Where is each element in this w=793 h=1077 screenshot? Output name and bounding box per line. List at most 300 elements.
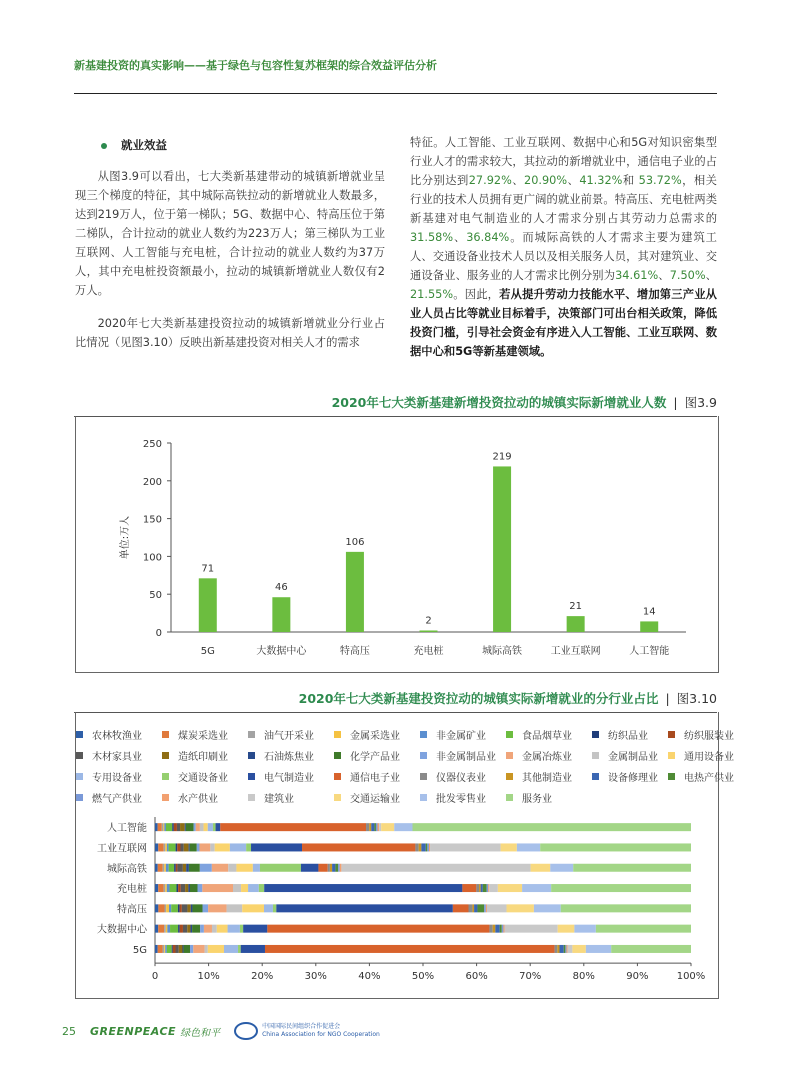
stacked-segment (430, 843, 501, 851)
stacked-segment (517, 843, 540, 851)
greenpeace-cn-logo: 绿色和平 (180, 1027, 221, 1039)
legend-label: 其他制造业 (522, 773, 572, 784)
y-tick-label: 0 (155, 628, 162, 639)
legend-swatch (162, 773, 169, 780)
legend-label: 交通运输业 (350, 794, 400, 805)
legend-item (76, 790, 142, 805)
header-title: 新基建投资的真实影响——基于绿色与包容性复苏框架的综合效益评估分析 (74, 59, 437, 72)
bar-value-label: 46 (274, 582, 288, 594)
stacked-segment (200, 925, 204, 933)
legend-swatch (162, 794, 169, 801)
bar-value-label: 14 (642, 606, 656, 618)
legend-swatch (162, 731, 169, 738)
stacked-segment (155, 925, 158, 933)
legend-item (248, 769, 314, 784)
stacked-segment (493, 925, 496, 933)
stacked-segment (564, 945, 566, 953)
stacked-segment (561, 904, 691, 912)
stacked-segment (215, 843, 230, 851)
stacked-segment (180, 904, 182, 912)
legend-swatch (420, 773, 427, 780)
stacked-segment (186, 864, 189, 872)
pct-value: 20.90% (524, 174, 568, 187)
stacked-segment (166, 823, 172, 831)
stacked-segment (208, 945, 224, 953)
legend-item (420, 727, 486, 742)
legend-label: 煤炭采选业 (178, 731, 228, 742)
stacked-segment (238, 945, 241, 953)
stacked-segment (421, 843, 425, 851)
pct-value: 41.32% (579, 174, 623, 187)
stacked-segment (330, 864, 332, 872)
bar (420, 630, 438, 632)
legend-label: 交通设备业 (178, 773, 228, 784)
stacked-segment (162, 823, 164, 831)
stacked-segment (170, 925, 178, 933)
legend-swatch (248, 794, 255, 801)
stacked-segment (181, 884, 185, 892)
legend-label: 仪器仪表业 (436, 773, 486, 784)
pct-value: 53.72% (638, 174, 682, 187)
stacked-segment (340, 864, 342, 872)
pct-value: 31.58% (410, 231, 454, 244)
stacked-segment (228, 925, 240, 933)
legend-item (668, 769, 734, 784)
stacked-segment (184, 843, 189, 851)
legend-item (506, 748, 572, 763)
stacked-segment (264, 904, 273, 912)
separator: 、 (705, 269, 717, 282)
x-tick-label: 50% (411, 971, 435, 982)
stacked-segment (596, 925, 691, 933)
separator: 和 (622, 174, 639, 187)
stacked-segment (165, 904, 167, 912)
stacked-segment (176, 864, 178, 872)
stacked-segment (378, 823, 380, 831)
x-category-label: 5G (200, 646, 215, 657)
legend-label: 非金属矿业 (436, 731, 486, 742)
legend-item (592, 727, 648, 742)
legend-label: 纺织品业 (608, 731, 648, 742)
stacked-segment (453, 904, 469, 912)
bar-value-label: 219 (492, 451, 512, 463)
stacked-segment (240, 925, 243, 933)
stacked-segment (166, 864, 169, 872)
pct-value: 7.50% (669, 269, 706, 282)
right-column (410, 133, 717, 361)
legend-swatch (668, 752, 675, 759)
stacked-segment (267, 925, 489, 933)
legend-swatch (248, 731, 255, 738)
stacked-segment (328, 864, 330, 872)
stacked-segment (484, 904, 486, 912)
legend-item (162, 748, 228, 763)
stacked-segment (193, 945, 204, 953)
stacked-segment (507, 904, 534, 912)
fig1-bar-chart (76, 416, 716, 671)
legend-swatch (592, 773, 599, 780)
stacked-segment (555, 945, 558, 953)
stacked-segment (166, 925, 168, 933)
stacked-segment (534, 904, 561, 912)
y-tick-label: 250 (142, 439, 162, 450)
legend-item (592, 769, 658, 784)
legend-item (76, 769, 142, 784)
x-tick-label: 80% (572, 971, 595, 982)
stacked-segment (184, 945, 190, 953)
stacked-segment (177, 823, 180, 831)
x-tick-label: 40% (358, 971, 381, 982)
stacked-segment (178, 884, 181, 892)
stacked-segment (192, 904, 202, 912)
stacked-segment (155, 843, 158, 851)
stacked-segment (189, 843, 190, 851)
stacked-segment (170, 884, 177, 892)
legend-label: 纺织服装业 (684, 731, 734, 742)
y-tick-label: 50 (149, 590, 162, 602)
legend-label: 木材家具业 (92, 752, 142, 763)
legend-label: 造纸印刷业 (178, 752, 228, 763)
stacked-segment (158, 884, 163, 892)
bar (640, 621, 658, 632)
stacked-segment (241, 884, 248, 892)
stacked-segment (374, 823, 376, 831)
x-category-label: 大数据中心 (256, 646, 307, 657)
stacked-segment (171, 904, 178, 912)
stacked-segment (369, 823, 371, 831)
x-category-label: 人工智能 (629, 646, 670, 657)
stacked-segment (338, 864, 340, 872)
stacked-segment (196, 823, 200, 831)
stacked-segment (200, 823, 204, 831)
legend-label: 通信电子业 (350, 773, 400, 784)
legend-label: 金属采选业 (350, 731, 400, 742)
legend-swatch (506, 773, 513, 780)
legend-item (76, 727, 142, 742)
right-text-d: 。因此， (453, 288, 500, 301)
cango-logo-icon (234, 1022, 258, 1040)
stacked-segment (212, 925, 217, 933)
bar-value-label: 2 (425, 615, 432, 627)
x-category-label: 特高压 (339, 646, 370, 657)
x-category-label: 工业互联网 (550, 646, 601, 657)
stacked-segment (176, 843, 178, 851)
section-bullet-label: 就业效益 (121, 138, 167, 152)
stacked-segment (504, 925, 557, 933)
legend-item (592, 748, 658, 763)
stacked-segment (166, 904, 169, 912)
fig1-title (332, 393, 717, 411)
stacked-segment (164, 843, 166, 851)
stacked-segment (158, 864, 163, 872)
stacked-segment (158, 904, 164, 912)
stacked-segment (191, 904, 193, 912)
legend-item (162, 727, 228, 742)
policy-recommendation: 若从提升劳动力技能水平、增加第三产业从业人员占比等就业目标着手，决策部门可出台相关政策，降低投资门槛，引导社会资金有序进入人工智能、工业互联网、数据中心和5G等新基建领域。 (410, 288, 717, 358)
legend-item (334, 727, 400, 742)
stacked-segment (241, 945, 265, 953)
stacked-segment (165, 843, 167, 851)
y-tick-label: 200 (142, 476, 162, 488)
bar-value-label: 71 (201, 563, 215, 575)
stacked-segment (220, 823, 366, 831)
bar-value-label: 106 (345, 536, 365, 548)
stacked-segment (202, 884, 233, 892)
category-label: 5G (132, 944, 147, 956)
stacked-segment (169, 904, 171, 912)
stacked-segment (243, 925, 267, 933)
legend-label: 电气制造业 (264, 773, 314, 784)
stacked-segment (264, 884, 462, 892)
stacked-segment (155, 823, 158, 831)
legend-item (248, 748, 314, 763)
bar-value-label: 21 (569, 601, 583, 613)
bullet-dot-icon (101, 143, 107, 149)
stacked-segment (158, 945, 163, 953)
stacked-segment (164, 864, 166, 872)
stacked-segment (522, 884, 551, 892)
stacked-segment (573, 864, 691, 872)
stacked-segment (419, 843, 422, 851)
legend-swatch (334, 773, 341, 780)
stacked-segment (366, 823, 369, 831)
legend-swatch (76, 731, 83, 738)
stacked-segment (172, 823, 174, 831)
stacked-segment (155, 945, 158, 953)
separator: 、 (567, 174, 580, 187)
legend-label: 专用设备业 (92, 773, 142, 784)
category-label: 工业互联网 (97, 843, 147, 855)
stacked-segment (167, 884, 170, 892)
stacked-segment (427, 843, 429, 851)
stacked-segment (189, 864, 200, 872)
legend-label: 油气开采业 (264, 731, 314, 742)
legend-label: 设备修理业 (608, 773, 658, 784)
legend-label: 非金属制品业 (436, 752, 496, 763)
x-tick-label: 10% (197, 971, 220, 982)
stacked-segment (213, 823, 216, 831)
pct-value: 34.61% (615, 269, 659, 282)
pct-value: 21.55% (410, 288, 454, 301)
cango-en: China Association for NGO Cooperation (262, 1031, 380, 1038)
legend-swatch (334, 794, 341, 801)
stacked-segment (163, 864, 165, 872)
stacked-segment (203, 904, 209, 912)
right-text-b: ，相关行业的技术人员拥有更广阔的就业前景。特高压、充电桩两类新基建对电气制造业的人才需求分别占其劳动力总需求的 (410, 174, 717, 225)
legend-swatch (248, 773, 255, 780)
stacked-segment (164, 945, 165, 953)
stacked-segment (318, 864, 327, 872)
legend-item (76, 748, 142, 763)
y-axis-label: 单位:万人 (120, 515, 131, 560)
legend-item (420, 748, 496, 763)
stacked-segment (558, 925, 575, 933)
category-label: 人工智能 (107, 823, 147, 835)
stacked-segment (413, 823, 691, 831)
fig1-title-separator: | (673, 395, 678, 410)
stacked-segment (498, 884, 522, 892)
stacked-segment (169, 843, 176, 851)
stacked-segment (177, 843, 180, 851)
legend-label: 食品烟草业 (522, 731, 572, 742)
stacked-segment (188, 884, 190, 892)
stacked-segment (205, 945, 208, 953)
stacked-segment (488, 884, 489, 892)
stacked-segment (276, 904, 453, 912)
stacked-segment (379, 823, 381, 831)
stacked-segment (165, 945, 167, 953)
stacked-segment (332, 864, 335, 872)
stacked-segment (251, 843, 302, 851)
x-tick-label: 70% (519, 971, 542, 982)
stacked-segment (204, 925, 212, 933)
stacked-segment (178, 904, 180, 912)
stacked-segment (574, 925, 596, 933)
legend-item (248, 727, 314, 742)
separator: 、 (511, 174, 525, 187)
legend-label: 通用设备业 (684, 752, 734, 763)
stacked-segment (183, 925, 187, 933)
stacked-segment (540, 843, 691, 851)
stacked-segment (503, 925, 504, 933)
header-rule (74, 93, 717, 94)
stacked-segment (164, 925, 166, 933)
stacked-segment (173, 945, 176, 953)
stacked-segment (487, 904, 507, 912)
legend-label: 化学产品业 (350, 752, 400, 763)
legend-label: 石油炼焦业 (264, 752, 314, 763)
legend-swatch (592, 752, 599, 759)
stacked-segment (199, 843, 210, 851)
legend-swatch (506, 752, 513, 759)
stacked-segment (341, 864, 530, 872)
greenpeace-logo: GREENPEACE (90, 1024, 177, 1038)
legend-swatch (76, 773, 83, 780)
stacked-segment (236, 864, 252, 872)
bar (567, 616, 585, 632)
stacked-segment (479, 884, 481, 892)
legend-swatch (420, 752, 427, 759)
legend-item (248, 790, 294, 805)
fig1-title-text: 2020年七大类新基建新增投资拉动的城镇实际新增就业人数 (331, 395, 667, 410)
stacked-segment (242, 904, 264, 912)
left-column (75, 136, 385, 352)
stacked-segment (426, 843, 428, 851)
stacked-segment (233, 884, 241, 892)
x-tick-label: 90% (626, 971, 649, 982)
stacked-segment (167, 945, 172, 953)
legend-label: 金属冶炼业 (522, 752, 572, 763)
fig1-number: 图3.9 (684, 395, 717, 410)
legend-item (334, 790, 400, 805)
category-label: 城际高铁 (107, 863, 147, 875)
right-text-a: 特征。人工智能、工业互联网、数据中心和5G对知识密集型行业人才的需求较大，其拉动的新增就业中，通信电子业的占比分别达到 (410, 136, 717, 187)
legend-label: 建筑业 (264, 794, 294, 805)
legend-swatch (506, 794, 513, 801)
stacked-segment (178, 925, 180, 933)
pct-value: 36.84% (466, 231, 510, 244)
legend-item (334, 769, 400, 784)
fig2-title (299, 689, 717, 707)
stacked-segment (611, 945, 691, 953)
stacked-segment (185, 884, 188, 892)
stacked-segment (586, 945, 611, 953)
stacked-segment (155, 884, 158, 892)
legend-swatch (592, 731, 599, 738)
stacked-segment (190, 945, 193, 953)
stacked-segment (489, 884, 498, 892)
stacked-segment (474, 904, 477, 912)
left-paragraph-2: 2020年七大类新基建投资拉动的城镇新增就业分行业占比情况（见图3.10）反映出新基建投资对相关人才的需求 (75, 317, 385, 349)
stacked-segment (572, 945, 585, 953)
stacked-segment (155, 904, 158, 912)
stacked-segment (180, 925, 183, 933)
stacked-segment (260, 864, 301, 872)
stacked-segment (197, 843, 200, 851)
stacked-segment (227, 904, 243, 912)
stacked-segment (186, 823, 194, 831)
legend-swatch (334, 731, 341, 738)
stacked-segment (483, 884, 487, 892)
stacked-segment (175, 945, 178, 953)
x-tick-label: 60% (465, 971, 488, 982)
legend-swatch (248, 752, 255, 759)
legend-item (506, 769, 572, 784)
separator: 、 (453, 231, 467, 244)
stacked-segment (190, 843, 197, 851)
stacked-segment (228, 864, 236, 872)
stacked-segment (177, 864, 182, 872)
stacked-segment (182, 904, 188, 912)
stacked-segment (217, 925, 228, 933)
stacked-segment (301, 864, 318, 872)
category-label: 大数据中心 (97, 924, 147, 936)
stacked-segment (265, 945, 555, 953)
legend-swatch (506, 731, 513, 738)
bar (272, 597, 290, 632)
fig1-frame (75, 416, 719, 673)
right-text-c: 。而城际高铁的人才需求主要为建筑工人、交通设备业技术人员以及相关服务人员，其对建筑业、交通设备业、服务业的人才需求比例分别为 (410, 231, 717, 282)
legend-item (420, 769, 486, 784)
legend-item (506, 727, 572, 742)
separator: 、 (658, 269, 670, 282)
stacked-segment (190, 925, 192, 933)
stacked-segment (565, 945, 566, 953)
cango-logo-text (262, 1023, 380, 1039)
stacked-segment (190, 884, 198, 892)
legend-swatch (76, 752, 83, 759)
x-tick-label: 30% (304, 971, 327, 982)
stacked-segment (502, 925, 504, 933)
legend-item (420, 790, 486, 805)
stacked-segment (163, 823, 164, 831)
stacked-segment (246, 843, 251, 851)
stacked-segment (177, 884, 179, 892)
stacked-segment (179, 945, 183, 953)
fig2-title-separator: | (665, 691, 670, 706)
legend-swatch (420, 731, 427, 738)
legend-swatch (668, 731, 675, 738)
stacked-segment (486, 904, 487, 912)
stacked-segment (487, 884, 489, 892)
stacked-segment (208, 904, 226, 912)
stacked-segment (472, 904, 474, 912)
stacked-segment (469, 904, 473, 912)
stacked-segment (550, 864, 573, 872)
stacked-segment (167, 843, 169, 851)
stacked-segment (501, 843, 517, 851)
cango-cn: 中国国际民间组织合作促进会 (262, 1023, 341, 1030)
